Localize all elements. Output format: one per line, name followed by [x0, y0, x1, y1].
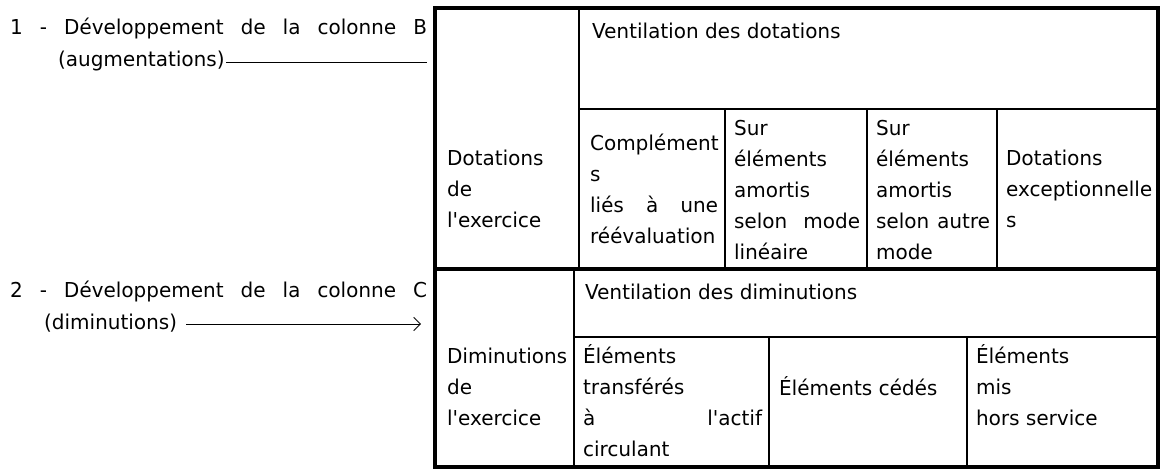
- section2-title: 2 - Développement de la colonne C: [10, 278, 427, 302]
- ventilation-dotations-header: Ventilation des dotations: [592, 19, 841, 43]
- diminutions-table: [433, 267, 1160, 469]
- section1-title: 1 - Développement de la colonne B: [10, 15, 427, 39]
- section1-subtitle: (augmentations): [58, 47, 225, 71]
- connector-line-1: [226, 62, 427, 63]
- col-complements-reevaluation: Complément s liés à une réévaluation: [590, 131, 719, 248]
- col-mis-hors-service: Éléments mis hors service: [976, 344, 1098, 430]
- dotations-row-header: Dotations de l'exercice: [447, 146, 544, 232]
- diminutions-row-header: Diminutions de l'exercice: [447, 344, 568, 430]
- section2-subtitle: (diminutions): [44, 310, 177, 334]
- col-amortis-lineaire: Sur éléments amortis selon mode linéaire: [734, 116, 860, 264]
- col-elements-cedes: Éléments cédés: [779, 376, 938, 400]
- arrow-right-icon: [407, 317, 421, 331]
- col-dotations-exceptionnelles: Dotations exceptionnelle s: [1006, 146, 1153, 232]
- dotations-table: [433, 6, 1160, 271]
- ventilation-diminutions-header: Ventilation des diminutions: [585, 280, 858, 304]
- col-amortis-autre-mode: Sur éléments amortis selon autre mode: [876, 116, 990, 264]
- connector-arrow-2: [186, 324, 420, 325]
- col-transferes-actif-circulant: Éléments transférés à l'actif circulant: [583, 344, 762, 461]
